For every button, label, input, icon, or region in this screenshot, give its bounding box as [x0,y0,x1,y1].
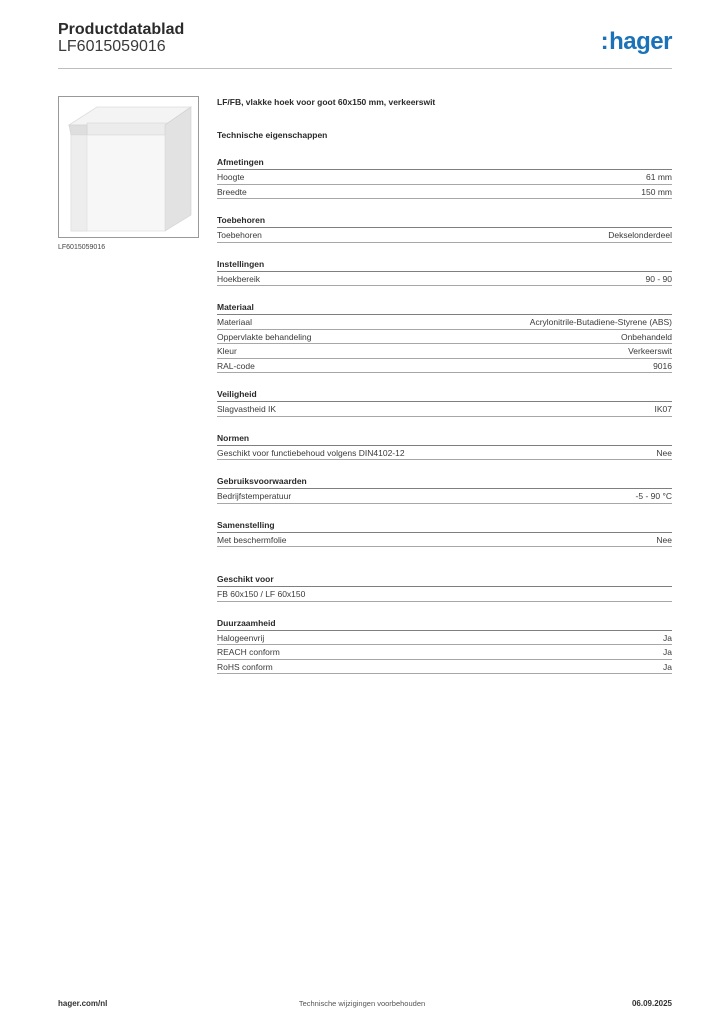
spec-group-title: Afmetingen [217,156,672,170]
spec-row [217,330,672,345]
logo-mark-icon: : [600,28,609,55]
corner-piece-icon [59,97,199,238]
spec-row [217,344,672,359]
spec-row [217,489,672,504]
spec-group [217,156,672,199]
sustainability-section [217,617,672,675]
spec-group-title: Normen [217,432,672,446]
spec-row [217,272,672,287]
spec-group-title: Materiaal [217,301,672,315]
spec-content [217,96,672,674]
spec-row [217,631,672,646]
footer-date: 06.09.2025 [631,999,672,1008]
spec-group [217,388,672,417]
sustainability-rows [217,631,672,675]
hager-logo [601,28,672,56]
spec-label: Geschikt voor functiebehoud volgens DIN4102-12 [217,447,405,458]
spec-value: 150 mm [641,186,672,197]
spec-row [217,185,672,200]
spec-row [217,645,672,660]
spec-group [217,475,672,504]
spec-value: Onbehandeld [620,331,672,342]
spec-value: Nee [656,447,672,458]
spec-row [217,533,672,548]
spec-value: 9016 [653,360,672,371]
spec-group [217,519,672,548]
spec-groups [217,156,672,547]
sustainability-title: Duurzaamheid [217,617,672,631]
spec-group-title: Toebehoren [217,214,672,228]
product-code: LF6015059016 [58,38,166,55]
logo-text: hager [609,28,672,55]
spec-value: -5 - 90 °C [635,491,672,501]
tech-heading: Technische eigenschappen [217,130,328,140]
spec-row [217,228,672,243]
spec-group [217,258,672,287]
spec-label: Toebehoren [217,230,262,240]
spec-label: Bedrijfstemperatuur [217,491,292,501]
spec-group-title: Samenstelling [217,519,672,533]
spec-label: Breedte [217,186,247,197]
spec-value: 61 mm [646,172,672,182]
spec-row [217,359,672,374]
spec-row [217,170,672,185]
spec-label: Slagvastheid IK [217,404,277,414]
spec-group [217,214,672,243]
spec-group-title: Veiligheid [217,388,672,402]
product-image [58,96,199,238]
spec-row [217,660,672,675]
spec-value: Acrylonitrile-Butadiene-Styrene (ABS) [529,317,672,327]
header-divider [58,68,672,69]
spec-label: Hoekbereik [217,273,260,284]
spec-label: Met beschermfolie [217,534,287,545]
spec-value: Ja [663,647,672,657]
page-title: Productdatablad [58,21,185,38]
spec-group-title: Gebruiksvoorwaarden [217,475,672,489]
spec-value: Nee [656,534,672,545]
spec-value: IK07 [654,404,672,414]
spec-value: 90 - 90 [645,273,672,284]
suitable-title: Geschikt voor [217,573,672,587]
spec-value: Verkeerswit [628,346,672,356]
spec-label: Halogeenvrij [217,632,265,643]
spec-label: RAL-code [217,360,255,371]
spec-value: Ja [663,661,672,672]
footer-website: hager.com/nl [58,999,108,1008]
spec-label: Hoogte [217,172,245,182]
spec-row [217,402,672,417]
spec-value: Ja [663,632,672,643]
spec-row [217,446,672,461]
spec-label: Oppervlakte behandeling [217,331,312,342]
image-caption: LF6015059016 [58,244,106,251]
spec-row [217,315,672,330]
spec-label: Kleur [217,346,237,356]
spec-label: RoHS conform [217,661,273,672]
footer-note: Technische wijzigingen voorbehouden [298,999,426,1008]
spec-label: Materiaal [217,317,252,327]
spec-group [217,432,672,461]
suitable-section [217,573,672,602]
spec-label: REACH conform [217,647,280,657]
spec-value: Dekselonderdeel [608,230,672,240]
suitable-value: FB 60x150 / LF 60x150 [217,587,672,602]
spec-group-title: Instellingen [217,258,672,272]
product-title: LF/FB, vlakke hoek voor goot 60x150 mm, verkeerswit [217,97,436,107]
spec-group [217,301,672,373]
